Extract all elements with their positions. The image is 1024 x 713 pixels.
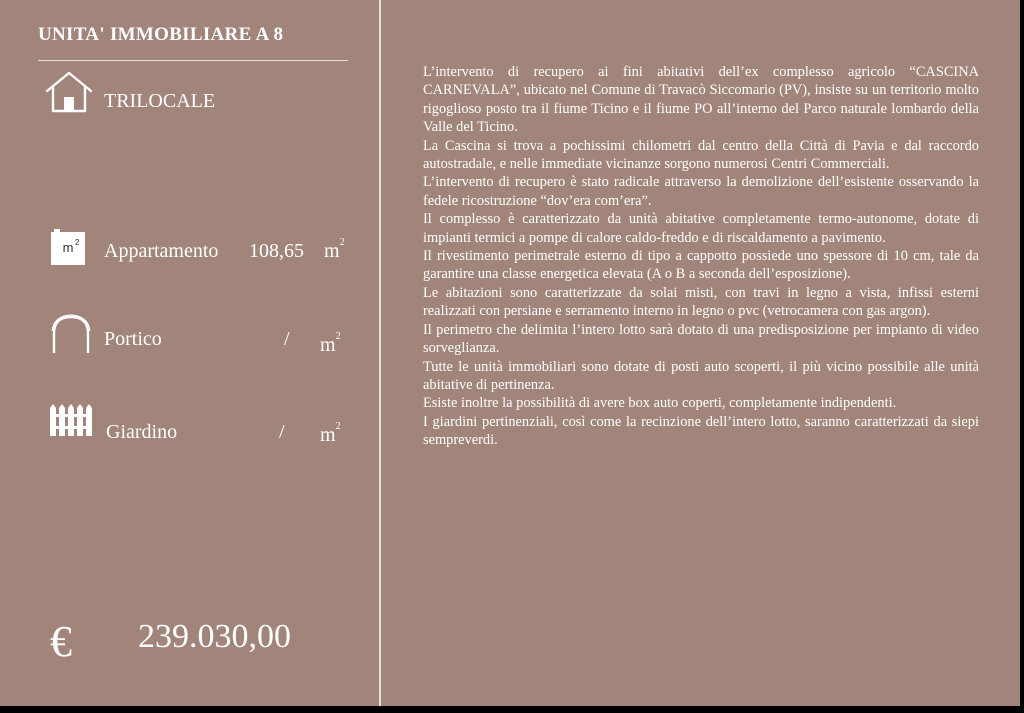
description-paragraph: Il complesso è caratterizzato da unità abitative completamente termo-autonome, dotate di impianti termici a pompe di calore caldo-freddo e di riscaldamento a pavimento. xyxy=(423,211,979,246)
description-paragraph: L’intervento di recupero è stato radicale attraverso la demolizione dell’esistente osservando la fedele ricostruzione “dov’era com’era”. xyxy=(423,174,979,209)
appartamento-area-value: 108,65 xyxy=(249,240,304,262)
description-paragraph: Tutte le unità immobiliari sono dotate di posti auto scoperti, il più vicino possibile alle unità abitative di pertinenza. xyxy=(423,358,979,393)
giardino-unit: $m^2$ xyxy=(320,421,341,446)
portico-unit: $m^2$ xyxy=(320,331,341,356)
description-paragraph: Le abitazioni sono caratterizzate da solai misti, con travi in legno a vista, infissi esterni realizzati con persiane e serramento interno in legno o pvc (vetrocamera con gas argon). xyxy=(423,284,979,320)
description-paragraph: Esiste inoltre la possibilità di avere box auto coperti, completamente indipendenti. xyxy=(423,395,897,412)
unit-type-label: TRILOCALE xyxy=(104,90,216,112)
giardino-label: Giardino xyxy=(106,421,178,443)
description-paragraph: L’intervento di recupero ai fini abitativi dell’ex complesso agricolo “CASCINA CARNEVALA”, ubicato nel Comune di Travacò Siccomario (PV), insiste su un territorio molto rigoglioso posto tra il fiume Ticino e il fiume PO all’interno del Parco naturale lombardo della Valle del Ticino. xyxy=(423,64,979,136)
euro-symbol: € xyxy=(50,617,72,666)
description-paragraph: Il perimetro che delimita l’intero lotto sarà dotato di una predisposizione per impianto di video sorveglianza. xyxy=(423,321,979,357)
portico-label: Portico xyxy=(104,328,162,350)
appartamento-label: Appartamento xyxy=(104,240,219,262)
price-value: 239.030,00 xyxy=(138,618,291,655)
description-paragraph: Il rivestimento perimetrale esterno di tipo a cappotto possiede uno spessore di 10 cm, tale da garantire una classe energetica elevata (A o B a seconda dell’esposizione). xyxy=(423,248,979,283)
svg-text:m: m xyxy=(62,240,74,255)
floor-plan-m2-icon xyxy=(50,226,86,266)
unit-title: UNITA' IMMOBILIARE A 8 xyxy=(38,24,284,45)
column-divider xyxy=(379,0,381,706)
giardino-area-value: / xyxy=(279,421,285,443)
appartamento-unit: $m^2$ xyxy=(324,237,345,262)
svg-text:2: 2 xyxy=(75,238,80,247)
fence-icon xyxy=(48,402,94,438)
arch-icon xyxy=(50,313,92,355)
description-paragraph: I giardini pertinenziali, così come la recinzione dell’intero lotto, saranno caratterizzati da siepi sempreverdi. xyxy=(423,413,979,449)
portico-area-value: / xyxy=(284,328,290,350)
title-rule xyxy=(38,60,348,61)
description-paragraph: La Cascina si trova a pochissimi chilometri dal centro della Città di Pavia e dal raccordo autostradale, e nelle immediate vicinanze sorgono numerosi Centri Commerciali. xyxy=(423,137,979,173)
house-icon xyxy=(44,70,94,114)
description-text xyxy=(423,63,979,450)
